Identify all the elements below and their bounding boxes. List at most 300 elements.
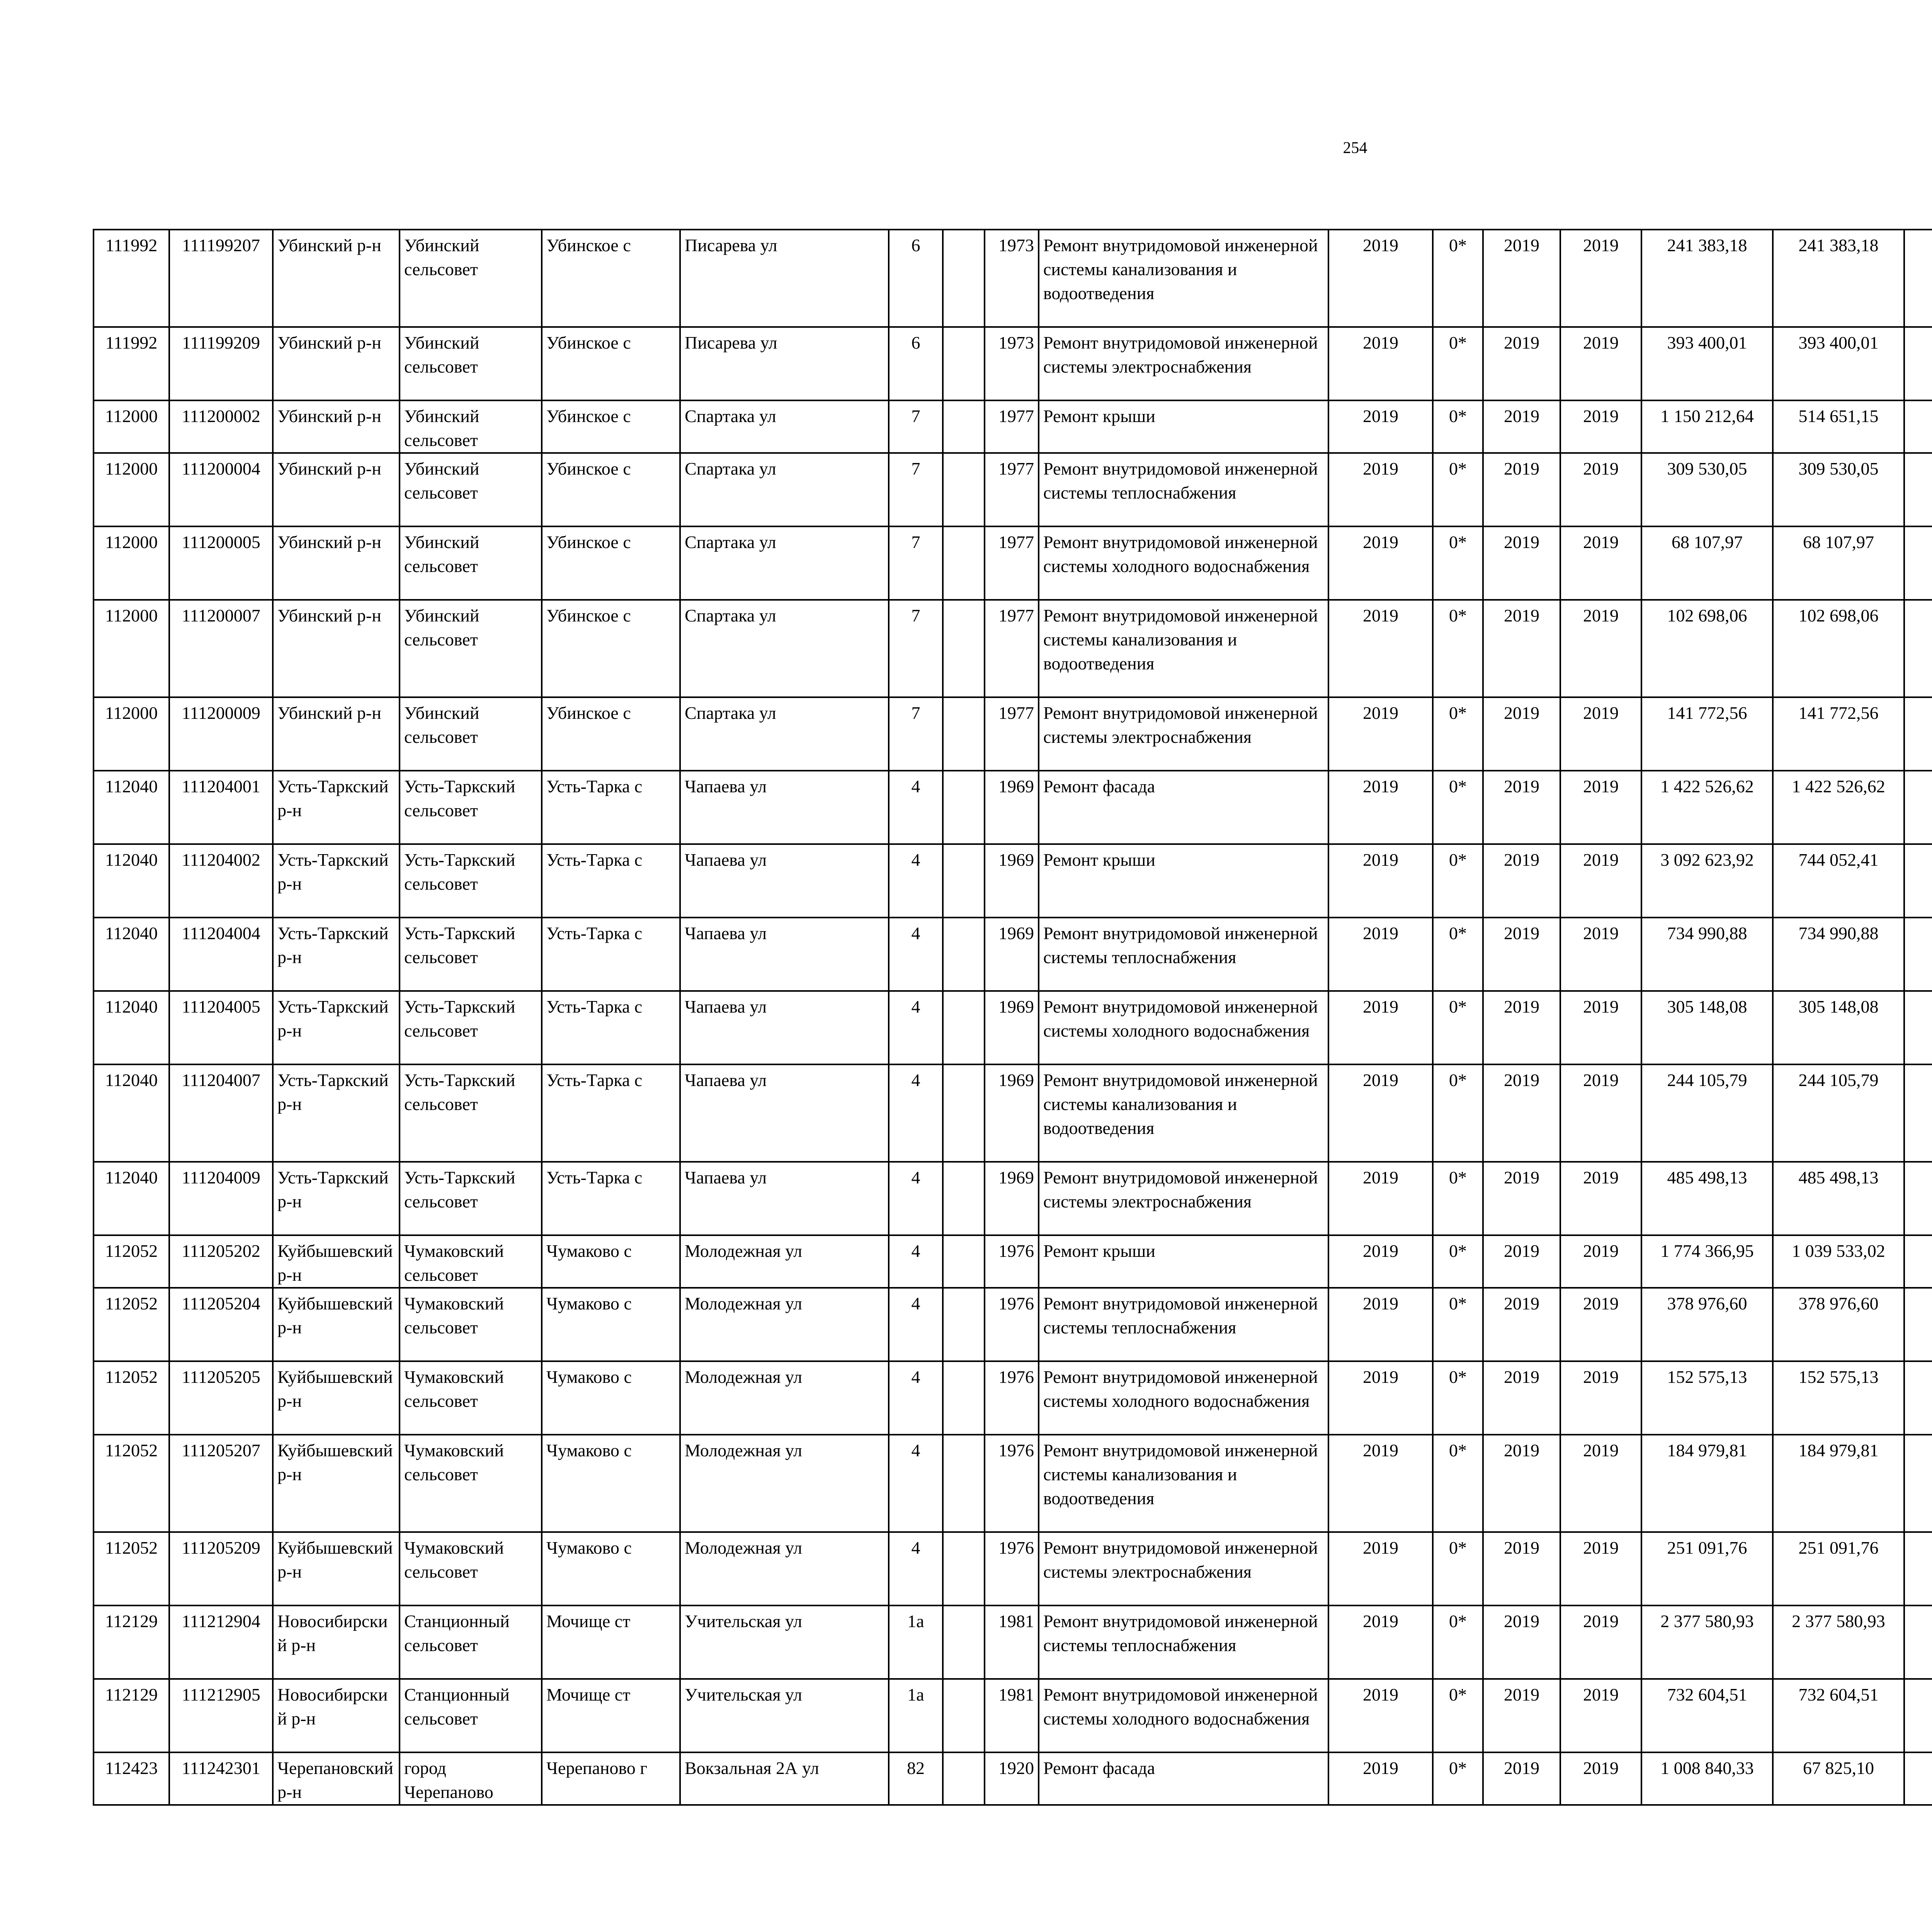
start-flag: 0* bbox=[1433, 1162, 1483, 1235]
end-year: 2019 bbox=[1560, 600, 1641, 697]
year-built: 1977 bbox=[985, 697, 1039, 771]
object-code: 112040 bbox=[94, 1162, 169, 1235]
work-type: Ремонт фасада bbox=[1039, 771, 1328, 844]
work-id: 111242301 bbox=[169, 1752, 273, 1805]
table-row bbox=[94, 918, 1932, 991]
extra-col-a bbox=[1904, 1162, 1932, 1235]
building bbox=[943, 991, 985, 1064]
object-code: 112040 bbox=[94, 991, 169, 1064]
year-built: 1969 bbox=[985, 991, 1039, 1064]
total-cost: 1 150 212,64 bbox=[1641, 400, 1773, 453]
district: Убинский р-н bbox=[273, 400, 400, 453]
start-year: 2019 bbox=[1483, 918, 1560, 991]
start-year: 2019 bbox=[1483, 1235, 1560, 1288]
building bbox=[943, 1361, 985, 1435]
municipality: Убинский сельсовет bbox=[400, 697, 542, 771]
regional-fund-cost: 734 990,88 bbox=[1773, 918, 1904, 991]
regional-fund-cost: 184 979,81 bbox=[1773, 1435, 1904, 1532]
street: Молодежная ул bbox=[680, 1532, 889, 1605]
start-flag: 0* bbox=[1433, 1605, 1483, 1679]
start-year: 2019 bbox=[1483, 771, 1560, 844]
plan-year: 2019 bbox=[1328, 918, 1433, 991]
work-id: 111204002 bbox=[169, 844, 273, 918]
house-number: 1а bbox=[889, 1605, 943, 1679]
municipality: Убинский сельсовет bbox=[400, 230, 542, 327]
table-row bbox=[94, 697, 1932, 771]
object-code: 112423 bbox=[94, 1752, 169, 1805]
street: Спартака ул bbox=[680, 400, 889, 453]
end-year: 2019 bbox=[1560, 526, 1641, 600]
plan-year: 2019 bbox=[1328, 1435, 1433, 1532]
work-type: Ремонт внутридомовой инженерной системы холодного водоснабжения bbox=[1039, 526, 1328, 600]
end-year: 2019 bbox=[1560, 1361, 1641, 1435]
start-year: 2019 bbox=[1483, 400, 1560, 453]
year-built: 1976 bbox=[985, 1361, 1039, 1435]
total-cost: 1 422 526,62 bbox=[1641, 771, 1773, 844]
year-built: 1976 bbox=[985, 1532, 1039, 1605]
object-code: 112040 bbox=[94, 771, 169, 844]
year-built: 1969 bbox=[985, 1064, 1039, 1162]
street: Чапаева ул bbox=[680, 844, 889, 918]
extra-col-a bbox=[1904, 991, 1932, 1064]
plan-year: 2019 bbox=[1328, 1361, 1433, 1435]
building bbox=[943, 1288, 985, 1361]
settlement: Усть-Тарка с bbox=[542, 771, 680, 844]
settlement: Убинское с bbox=[542, 526, 680, 600]
year-built: 1973 bbox=[985, 327, 1039, 400]
district: Убинский р-н bbox=[273, 526, 400, 600]
building bbox=[943, 1752, 985, 1805]
work-type: Ремонт внутридомовой инженерной системы теплоснабжения bbox=[1039, 453, 1328, 526]
district: Усть-Таркский р-н bbox=[273, 844, 400, 918]
settlement: Убинское с bbox=[542, 600, 680, 697]
table-row bbox=[94, 991, 1932, 1064]
end-year: 2019 bbox=[1560, 1679, 1641, 1752]
settlement: Чумаково с bbox=[542, 1435, 680, 1532]
district: Усть-Таркский р-н bbox=[273, 1064, 400, 1162]
start-year: 2019 bbox=[1483, 230, 1560, 327]
plan-year: 2019 bbox=[1328, 1162, 1433, 1235]
street: Молодежная ул bbox=[680, 1288, 889, 1361]
settlement: Мочище ст bbox=[542, 1679, 680, 1752]
total-cost: 251 091,76 bbox=[1641, 1532, 1773, 1605]
settlement: Чумаково с bbox=[542, 1532, 680, 1605]
street: Спартака ул bbox=[680, 697, 889, 771]
house-number: 4 bbox=[889, 991, 943, 1064]
settlement: Чумаково с bbox=[542, 1235, 680, 1288]
work-id: 111212904 bbox=[169, 1605, 273, 1679]
municipality: Усть-Таркский сельсовет bbox=[400, 991, 542, 1064]
regional-fund-cost: 485 498,13 bbox=[1773, 1162, 1904, 1235]
object-code: 112040 bbox=[94, 844, 169, 918]
start-flag: 0* bbox=[1433, 1752, 1483, 1805]
end-year: 2019 bbox=[1560, 771, 1641, 844]
building bbox=[943, 1162, 985, 1235]
district: Убинский р-н bbox=[273, 453, 400, 526]
house-number: 6 bbox=[889, 327, 943, 400]
end-year: 2019 bbox=[1560, 1435, 1641, 1532]
table-row bbox=[94, 844, 1932, 918]
table-row bbox=[94, 1235, 1932, 1288]
regional-fund-cost: 141 772,56 bbox=[1773, 697, 1904, 771]
regional-fund-cost: 393 400,01 bbox=[1773, 327, 1904, 400]
object-code: 112052 bbox=[94, 1288, 169, 1361]
municipality: Чумаковский сельсовет bbox=[400, 1288, 542, 1361]
house-number: 4 bbox=[889, 771, 943, 844]
municipality: Станционный сельсовет bbox=[400, 1605, 542, 1679]
work-type: Ремонт внутридомовой инженерной системы электроснабжения bbox=[1039, 697, 1328, 771]
start-flag: 0* bbox=[1433, 771, 1483, 844]
municipality: Чумаковский сельсовет bbox=[400, 1435, 542, 1532]
district: Убинский р-н bbox=[273, 327, 400, 400]
start-year: 2019 bbox=[1483, 327, 1560, 400]
start-flag: 0* bbox=[1433, 1435, 1483, 1532]
table-row bbox=[94, 1162, 1932, 1235]
start-flag: 0* bbox=[1433, 697, 1483, 771]
year-built: 1977 bbox=[985, 400, 1039, 453]
regional-fund-cost: 1 422 526,62 bbox=[1773, 771, 1904, 844]
total-cost: 68 107,97 bbox=[1641, 526, 1773, 600]
work-id: 111205202 bbox=[169, 1235, 273, 1288]
house-number: 4 bbox=[889, 1532, 943, 1605]
work-type: Ремонт внутридомовой инженерной системы канализования и водоотведения bbox=[1039, 230, 1328, 327]
regional-fund-cost: 241 383,18 bbox=[1773, 230, 1904, 327]
start-flag: 0* bbox=[1433, 1235, 1483, 1288]
work-id: 111200004 bbox=[169, 453, 273, 526]
start-year: 2019 bbox=[1483, 1162, 1560, 1235]
total-cost: 378 976,60 bbox=[1641, 1288, 1773, 1361]
extra-col-a bbox=[1904, 1605, 1932, 1679]
work-type: Ремонт внутридомовой инженерной системы канализования и водоотведения bbox=[1039, 600, 1328, 697]
street: Вокзальная 2А ул bbox=[680, 1752, 889, 1805]
extra-col-a bbox=[1904, 1532, 1932, 1605]
house-number: 4 bbox=[889, 1361, 943, 1435]
start-year: 2019 bbox=[1483, 1064, 1560, 1162]
object-code: 112000 bbox=[94, 400, 169, 453]
year-built: 1969 bbox=[985, 771, 1039, 844]
year-built: 1920 bbox=[985, 1752, 1039, 1805]
house-number: 4 bbox=[889, 1064, 943, 1162]
plan-year: 2019 bbox=[1328, 526, 1433, 600]
house-number: 4 bbox=[889, 844, 943, 918]
work-id: 111199209 bbox=[169, 327, 273, 400]
extra-col-a bbox=[1904, 526, 1932, 600]
street: Чапаева ул bbox=[680, 771, 889, 844]
street: Чапаева ул bbox=[680, 991, 889, 1064]
settlement: Усть-Тарка с bbox=[542, 991, 680, 1064]
work-type: Ремонт внутридомовой инженерной системы теплоснабжения bbox=[1039, 1288, 1328, 1361]
building bbox=[943, 230, 985, 327]
end-year: 2019 bbox=[1560, 1532, 1641, 1605]
object-code: 112052 bbox=[94, 1532, 169, 1605]
regional-fund-cost: 305 148,08 bbox=[1773, 991, 1904, 1064]
district: Куйбышевский р-н bbox=[273, 1235, 400, 1288]
total-cost: 485 498,13 bbox=[1641, 1162, 1773, 1235]
street: Учительская ул bbox=[680, 1679, 889, 1752]
end-year: 2019 bbox=[1560, 1162, 1641, 1235]
table-row bbox=[94, 1361, 1932, 1435]
work-type: Ремонт внутридомовой инженерной системы холодного водоснабжения bbox=[1039, 1361, 1328, 1435]
street: Спартака ул bbox=[680, 453, 889, 526]
total-cost: 102 698,06 bbox=[1641, 600, 1773, 697]
street: Молодежная ул bbox=[680, 1235, 889, 1288]
object-code: 112052 bbox=[94, 1361, 169, 1435]
settlement: Убинское с bbox=[542, 327, 680, 400]
end-year: 2019 bbox=[1560, 230, 1641, 327]
year-built: 1976 bbox=[985, 1288, 1039, 1361]
end-year: 2019 bbox=[1560, 991, 1641, 1064]
house-number: 4 bbox=[889, 918, 943, 991]
year-built: 1973 bbox=[985, 230, 1039, 327]
start-flag: 0* bbox=[1433, 918, 1483, 991]
work-id: 111205209 bbox=[169, 1532, 273, 1605]
object-code: 112000 bbox=[94, 526, 169, 600]
table-row bbox=[94, 230, 1932, 327]
start-flag: 0* bbox=[1433, 1361, 1483, 1435]
total-cost: 152 575,13 bbox=[1641, 1361, 1773, 1435]
settlement: Убинское с bbox=[542, 230, 680, 327]
street: Спартака ул bbox=[680, 600, 889, 697]
house-number: 82 bbox=[889, 1752, 943, 1805]
settlement: Чумаково с bbox=[542, 1288, 680, 1361]
end-year: 2019 bbox=[1560, 918, 1641, 991]
work-id: 111204005 bbox=[169, 991, 273, 1064]
work-type: Ремонт внутридомовой инженерной системы теплоснабжения bbox=[1039, 1605, 1328, 1679]
table-row bbox=[94, 1064, 1932, 1162]
plan-year: 2019 bbox=[1328, 1064, 1433, 1162]
table-row bbox=[94, 1752, 1932, 1805]
object-code: 112000 bbox=[94, 453, 169, 526]
object-code: 112052 bbox=[94, 1435, 169, 1532]
building bbox=[943, 1532, 985, 1605]
start-flag: 0* bbox=[1433, 844, 1483, 918]
house-number: 4 bbox=[889, 1235, 943, 1288]
house-number: 7 bbox=[889, 600, 943, 697]
municipality: Усть-Таркский сельсовет bbox=[400, 918, 542, 991]
extra-col-a bbox=[1904, 1679, 1932, 1752]
work-id: 111205207 bbox=[169, 1435, 273, 1532]
end-year: 2019 bbox=[1560, 1235, 1641, 1288]
extra-col-a bbox=[1904, 1235, 1932, 1288]
year-built: 1976 bbox=[985, 1435, 1039, 1532]
municipality: Чумаковский сельсовет bbox=[400, 1532, 542, 1605]
table-row bbox=[94, 1532, 1932, 1605]
municipality: Убинский сельсовет bbox=[400, 600, 542, 697]
settlement: Черепаново г bbox=[542, 1752, 680, 1805]
street: Молодежная ул bbox=[680, 1361, 889, 1435]
district: Усть-Таркский р-н bbox=[273, 918, 400, 991]
start-flag: 0* bbox=[1433, 600, 1483, 697]
district: Куйбышевский р-н bbox=[273, 1361, 400, 1435]
settlement: Усть-Тарка с bbox=[542, 1064, 680, 1162]
start-year: 2019 bbox=[1483, 1361, 1560, 1435]
extra-col-a bbox=[1904, 1435, 1932, 1532]
regional-fund-cost: 744 052,41 bbox=[1773, 844, 1904, 918]
extra-col-a bbox=[1904, 771, 1932, 844]
work-type: Ремонт внутридомовой инженерной системы холодного водоснабжения bbox=[1039, 991, 1328, 1064]
house-number: 6 bbox=[889, 230, 943, 327]
street: Чапаева ул bbox=[680, 918, 889, 991]
house-number: 4 bbox=[889, 1288, 943, 1361]
settlement: Усть-Тарка с bbox=[542, 1162, 680, 1235]
work-id: 111204001 bbox=[169, 771, 273, 844]
settlement: Усть-Тарка с bbox=[542, 844, 680, 918]
building bbox=[943, 697, 985, 771]
work-type: Ремонт крыши bbox=[1039, 1235, 1328, 1288]
street: Молодежная ул bbox=[680, 1435, 889, 1532]
total-cost: 732 604,51 bbox=[1641, 1679, 1773, 1752]
street: Писарева ул bbox=[680, 230, 889, 327]
page-number: 254 bbox=[1343, 139, 1367, 157]
start-year: 2019 bbox=[1483, 697, 1560, 771]
regional-fund-cost: 68 107,97 bbox=[1773, 526, 1904, 600]
building bbox=[943, 453, 985, 526]
total-cost: 184 979,81 bbox=[1641, 1435, 1773, 1532]
object-code: 112040 bbox=[94, 918, 169, 991]
object-code: 111992 bbox=[94, 230, 169, 327]
extra-col-a bbox=[1904, 844, 1932, 918]
district: Новосибирский р-н bbox=[273, 1605, 400, 1679]
municipality: Убинский сельсовет bbox=[400, 400, 542, 453]
plan-year: 2019 bbox=[1328, 771, 1433, 844]
end-year: 2019 bbox=[1560, 453, 1641, 526]
plan-year: 2019 bbox=[1328, 1532, 1433, 1605]
regional-fund-cost: 102 698,06 bbox=[1773, 600, 1904, 697]
district: Куйбышевский р-н bbox=[273, 1435, 400, 1532]
regional-fund-cost: 67 825,10 bbox=[1773, 1752, 1904, 1805]
building bbox=[943, 1679, 985, 1752]
start-flag: 0* bbox=[1433, 991, 1483, 1064]
municipality: Усть-Таркский сельсовет bbox=[400, 844, 542, 918]
end-year: 2019 bbox=[1560, 844, 1641, 918]
end-year: 2019 bbox=[1560, 327, 1641, 400]
work-id: 111199207 bbox=[169, 230, 273, 327]
plan-year: 2019 bbox=[1328, 697, 1433, 771]
plan-year: 2019 bbox=[1328, 327, 1433, 400]
extra-col-a bbox=[1904, 600, 1932, 697]
start-flag: 0* bbox=[1433, 1288, 1483, 1361]
house-number: 7 bbox=[889, 453, 943, 526]
building bbox=[943, 1435, 985, 1532]
year-built: 1969 bbox=[985, 1162, 1039, 1235]
total-cost: 305 148,08 bbox=[1641, 991, 1773, 1064]
municipality: город Черепаново bbox=[400, 1752, 542, 1805]
district: Куйбышевский р-н bbox=[273, 1532, 400, 1605]
start-year: 2019 bbox=[1483, 526, 1560, 600]
house-number: 1а bbox=[889, 1679, 943, 1752]
plan-year: 2019 bbox=[1328, 991, 1433, 1064]
regional-fund-cost: 152 575,13 bbox=[1773, 1361, 1904, 1435]
start-year: 2019 bbox=[1483, 1605, 1560, 1679]
start-flag: 0* bbox=[1433, 1532, 1483, 1605]
street: Учительская ул bbox=[680, 1605, 889, 1679]
year-built: 1969 bbox=[985, 918, 1039, 991]
work-id: 111200009 bbox=[169, 697, 273, 771]
plan-year: 2019 bbox=[1328, 1235, 1433, 1288]
district: Усть-Таркский р-н bbox=[273, 1162, 400, 1235]
total-cost: 241 383,18 bbox=[1641, 230, 1773, 327]
total-cost: 141 772,56 bbox=[1641, 697, 1773, 771]
start-year: 2019 bbox=[1483, 1752, 1560, 1805]
table-row bbox=[94, 400, 1932, 453]
extra-col-a bbox=[1904, 1288, 1932, 1361]
district: Убинский р-н bbox=[273, 600, 400, 697]
work-id: 111204009 bbox=[169, 1162, 273, 1235]
end-year: 2019 bbox=[1560, 1064, 1641, 1162]
regional-fund-cost: 1 039 533,02 bbox=[1773, 1235, 1904, 1288]
year-built: 1981 bbox=[985, 1679, 1039, 1752]
start-flag: 0* bbox=[1433, 400, 1483, 453]
start-flag: 0* bbox=[1433, 327, 1483, 400]
building bbox=[943, 600, 985, 697]
extra-col-a bbox=[1904, 1064, 1932, 1162]
extra-col-a bbox=[1904, 918, 1932, 991]
total-cost: 734 990,88 bbox=[1641, 918, 1773, 991]
start-year: 2019 bbox=[1483, 453, 1560, 526]
settlement: Убинское с bbox=[542, 453, 680, 526]
settlement: Убинское с bbox=[542, 697, 680, 771]
plan-year: 2019 bbox=[1328, 1605, 1433, 1679]
start-flag: 0* bbox=[1433, 1064, 1483, 1162]
year-built: 1976 bbox=[985, 1235, 1039, 1288]
municipality: Убинский сельсовет bbox=[400, 526, 542, 600]
municipality: Чумаковский сельсовет bbox=[400, 1235, 542, 1288]
year-built: 1977 bbox=[985, 453, 1039, 526]
plan-year: 2019 bbox=[1328, 1752, 1433, 1805]
building bbox=[943, 400, 985, 453]
object-code: 112129 bbox=[94, 1605, 169, 1679]
work-id: 111204007 bbox=[169, 1064, 273, 1162]
settlement: Убинское с bbox=[542, 400, 680, 453]
regional-fund-cost: 2 377 580,93 bbox=[1773, 1605, 1904, 1679]
extra-col-a bbox=[1904, 1361, 1932, 1435]
start-flag: 0* bbox=[1433, 526, 1483, 600]
table-row bbox=[94, 600, 1932, 697]
house-number: 4 bbox=[889, 1162, 943, 1235]
house-number: 7 bbox=[889, 697, 943, 771]
extra-col-a bbox=[1904, 327, 1932, 400]
settlement: Усть-Тарка с bbox=[542, 918, 680, 991]
regional-fund-cost: 251 091,76 bbox=[1773, 1532, 1904, 1605]
work-type: Ремонт внутридомовой инженерной системы теплоснабжения bbox=[1039, 918, 1328, 991]
end-year: 2019 bbox=[1560, 697, 1641, 771]
year-built: 1977 bbox=[985, 526, 1039, 600]
work-type: Ремонт внутридомовой инженерной системы электроснабжения bbox=[1039, 1162, 1328, 1235]
building bbox=[943, 526, 985, 600]
house-number: 7 bbox=[889, 526, 943, 600]
total-cost: 1 774 366,95 bbox=[1641, 1235, 1773, 1288]
work-id: 111200007 bbox=[169, 600, 273, 697]
regional-fund-cost: 309 530,05 bbox=[1773, 453, 1904, 526]
municipality: Станционный сельсовет bbox=[400, 1679, 542, 1752]
table-row bbox=[94, 327, 1932, 400]
end-year: 2019 bbox=[1560, 1288, 1641, 1361]
building bbox=[943, 1064, 985, 1162]
work-type: Ремонт внутридомовой инженерной системы холодного водоснабжения bbox=[1039, 1679, 1328, 1752]
work-type: Ремонт внутридомовой инженерной системы электроснабжения bbox=[1039, 327, 1328, 400]
repair-schedule-table bbox=[93, 229, 1932, 1806]
object-code: 112000 bbox=[94, 600, 169, 697]
regional-fund-cost: 514 651,15 bbox=[1773, 400, 1904, 453]
total-cost: 2 377 580,93 bbox=[1641, 1605, 1773, 1679]
end-year: 2019 bbox=[1560, 1605, 1641, 1679]
plan-year: 2019 bbox=[1328, 844, 1433, 918]
regional-fund-cost: 378 976,60 bbox=[1773, 1288, 1904, 1361]
work-id: 111204004 bbox=[169, 918, 273, 991]
building bbox=[943, 844, 985, 918]
municipality: Усть-Таркский сельсовет bbox=[400, 771, 542, 844]
municipality: Усть-Таркский сельсовет bbox=[400, 1162, 542, 1235]
